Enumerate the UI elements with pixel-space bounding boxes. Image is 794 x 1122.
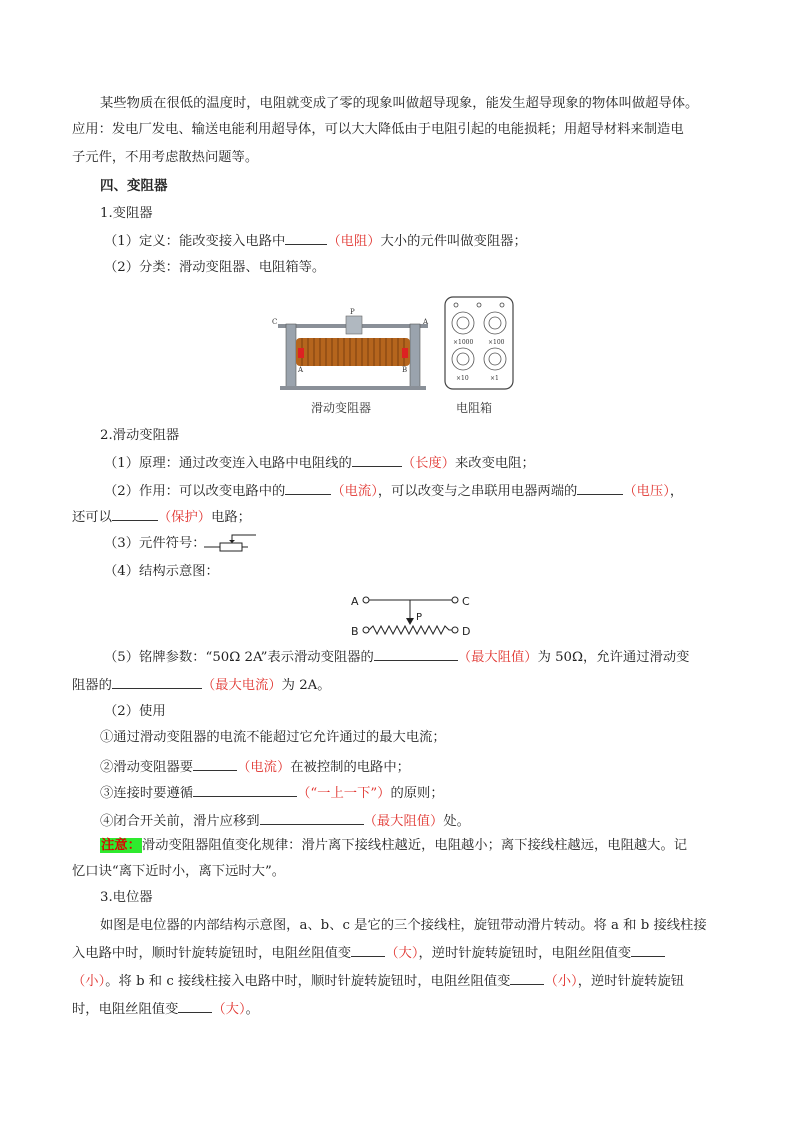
label-d: D xyxy=(462,625,471,638)
rheostat-caption: 滑动变阻器 xyxy=(311,401,372,415)
text: 的原则； xyxy=(390,786,444,801)
classification-line: （2）分类：滑动变阻器、电阻箱等。 xyxy=(104,260,326,275)
text: 为 50Ω，允许通过滑动变 xyxy=(537,650,690,665)
usage-item xyxy=(100,784,444,802)
text: 。 xyxy=(245,1002,259,1017)
text: ， xyxy=(669,484,684,499)
principle-line xyxy=(104,454,535,472)
label-p: P xyxy=(416,612,423,623)
nameplate-line xyxy=(104,648,689,666)
answer-text: （电流） xyxy=(237,760,291,775)
usage-item xyxy=(100,812,470,830)
dial-label: ×1000 xyxy=(453,339,474,346)
answer-blank xyxy=(285,232,327,245)
answer-blank xyxy=(260,812,364,825)
answer-text: （“一上一下”） xyxy=(297,786,391,801)
dial-label: ×1 xyxy=(490,375,499,382)
dial-label: ×100 xyxy=(488,339,505,346)
usage-item xyxy=(100,758,410,776)
function-line xyxy=(104,482,683,500)
nameplate-line-2 xyxy=(72,676,331,694)
function-line-2 xyxy=(72,508,251,526)
text: ，逆时针旋转旋钮时，电阻丝阻值变 xyxy=(418,946,632,961)
paragraph-line: 某些物质在很低的温度时，电阻就变成了零的现象叫做超导现象，能发生超导现象的物体叫做超导体。 xyxy=(100,96,699,111)
text: 阻器的 xyxy=(72,678,112,693)
text: （5）铭牌参数：“50Ω 2A”表示滑动变阻器的 xyxy=(104,650,374,665)
text: 为 2A。 xyxy=(281,678,331,693)
text: ④闭合开关前，滑片应移到 xyxy=(100,814,260,829)
answer-blank xyxy=(193,758,237,771)
label-c: C xyxy=(272,318,278,326)
text: 在被控制的电路中； xyxy=(290,760,410,775)
text: ，可以改变与之串联用电器两端的 xyxy=(377,484,578,499)
label-c: C xyxy=(462,595,470,608)
answer-text: （最大电流） xyxy=(201,678,282,693)
text: ，逆时针旋转旋钮 xyxy=(577,974,685,989)
label-p: P xyxy=(350,308,355,316)
dial-label: ×10 xyxy=(456,375,469,382)
definition-line xyxy=(104,232,527,250)
label-b: B xyxy=(351,625,359,638)
answer-blank xyxy=(352,454,402,467)
note-label: 注意： xyxy=(101,838,141,853)
rheostat-symbol xyxy=(204,533,260,553)
potentiometer-line xyxy=(72,972,684,990)
resistance-box-image xyxy=(444,296,514,390)
answer-blank xyxy=(193,784,297,797)
answer-text: （大） xyxy=(385,946,419,961)
note-line-2: 忆口诀“离下近时小，离下远时大”。 xyxy=(72,864,286,879)
resistance-box-caption: 电阻箱 xyxy=(456,401,493,415)
section-heading: 四、变阻器 xyxy=(100,178,168,194)
potentiometer-line xyxy=(72,1000,259,1018)
structure-diagram xyxy=(346,588,476,642)
text: 还可以 xyxy=(72,510,112,525)
text: 来改变电阻； xyxy=(455,456,535,471)
text: （1）定义：能改变接入电路中 xyxy=(104,234,286,249)
text: ②滑动变阻器要 xyxy=(100,760,194,775)
rheostat-image xyxy=(268,308,438,394)
answer-blank xyxy=(577,482,623,495)
text: 时，电阻丝阻值变 xyxy=(72,1002,179,1017)
answer-text: （最大阻值） xyxy=(457,650,538,665)
answer-blank xyxy=(285,482,331,495)
text: ③连接时要遵循 xyxy=(100,786,194,801)
note-line xyxy=(100,838,687,854)
text: 滑动变阻器阻值变化规律：滑片离下接线柱越近，电阻越小；离下接线柱越远，电阻越大。记 xyxy=(141,838,688,853)
answer-blank xyxy=(351,944,385,957)
usage-item: ①通过滑动变阻器的电流不能超过它允许通过的最大电流； xyxy=(100,730,446,745)
answer-blank xyxy=(374,648,458,661)
potentiometer-line xyxy=(72,944,665,962)
answer-blank xyxy=(112,508,158,521)
answer-text: （小） xyxy=(544,974,578,989)
label-a: A xyxy=(351,595,359,608)
subsection-title: 3.电位器 xyxy=(100,890,153,905)
label-a: A xyxy=(298,366,304,374)
answer-text: （电阻） xyxy=(327,234,381,249)
structure-line: （4）结构示意图： xyxy=(104,564,219,579)
subsection-title: 1.变阻器 xyxy=(100,206,153,221)
answer-blank xyxy=(178,1000,212,1013)
answer-text: （电流） xyxy=(331,484,378,499)
text: （1）原理：通过改变连入电路中电阻线的 xyxy=(104,456,352,471)
text: 处。 xyxy=(443,814,470,829)
potentiometer-line: 如图是电位器的内部结构示意图，a、b、c 是它的三个接线柱，旋钮带动滑片转动。将 a 和 b 接线柱接 xyxy=(100,918,707,933)
subsection-title: 2.滑动变阻器 xyxy=(100,428,180,443)
paragraph-line: 应用：发电厂发电、输送电能利用超导体，可以大大降低由于电阻引起的电能损耗；用超导材料来制造电 xyxy=(72,122,684,137)
text: 。将 b 和 c 接线柱接入电路中时，顺时针旋转旋钮时，电阻丝阻值变 xyxy=(105,974,511,989)
answer-text: （电压） xyxy=(623,484,670,499)
answer-blank xyxy=(510,972,544,985)
text: （2）作用：可以改变电路中的 xyxy=(104,484,286,499)
symbol-line: （3）元件符号： xyxy=(104,536,206,551)
answer-blank xyxy=(112,676,202,689)
usage-title: （2）使用 xyxy=(104,704,166,719)
answer-blank xyxy=(631,944,665,957)
text: 电路； xyxy=(211,510,251,525)
paragraph-line: 子元件，不用考虑散热问题等。 xyxy=(72,150,259,165)
answer-text: （小） xyxy=(72,974,106,989)
text: 大小的元件叫做变阻器； xyxy=(380,234,527,249)
answer-text: （最大阻值） xyxy=(363,814,444,829)
label-d: A xyxy=(423,318,429,326)
text: 入电路中时，顺时针旋转旋钮时，电阻丝阻值变 xyxy=(72,946,352,961)
answer-text: （保护） xyxy=(157,510,212,525)
answer-text: （大） xyxy=(212,1002,246,1017)
answer-text: （长度） xyxy=(401,456,455,471)
label-b: B xyxy=(402,366,408,374)
